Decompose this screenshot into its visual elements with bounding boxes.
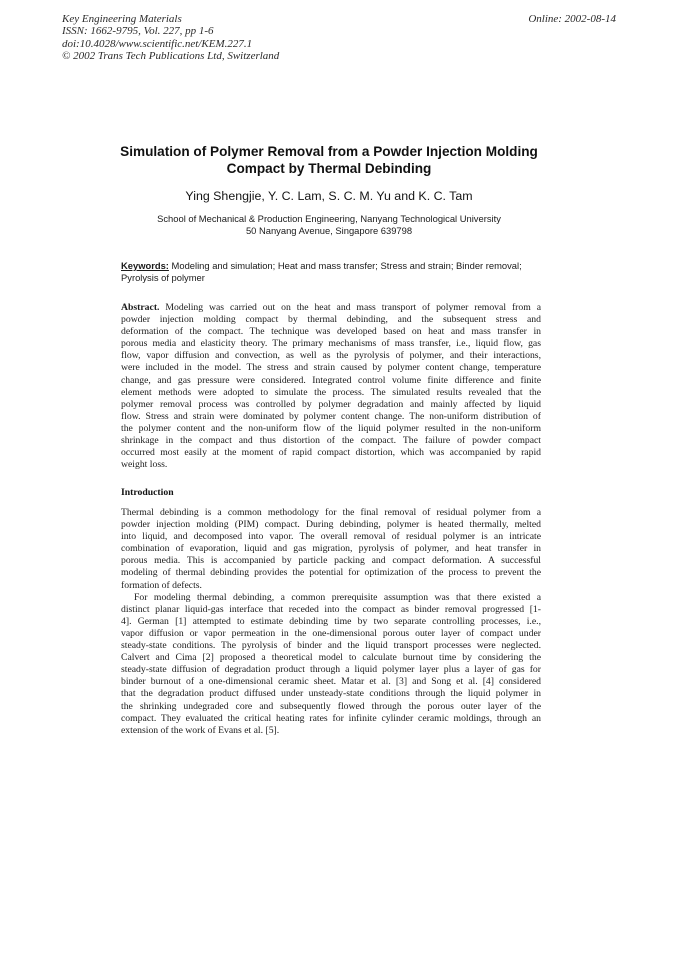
abstract-block	[121, 302, 541, 471]
online-date: Online: 2002-08-14	[528, 13, 616, 25]
intro-line: compact. They evaluated the critical heating rates for infinite cylinder ceramic moldings, through an	[121, 712, 541, 724]
intro-line: powder injection molding (PIM) compact. During debinding, polymer is heated thermally, melted	[121, 519, 541, 531]
intro-line: steady-state diffusion of degradation product through a liquid polymer layer plus a layer of gas for	[121, 664, 541, 676]
doi-line: doi:10.4028/www.scientific.net/KEM.227.1	[62, 37, 253, 50]
keywords-line-2: Pyrolysis of polymer	[121, 271, 205, 283]
intro-line: Calvert and Cima [2] proposed a theoretical model to calculate burnout time by considering the	[121, 652, 541, 664]
intro-line: modeling of thermal debinding provides the potential for optimization of the process to prevent the	[121, 567, 541, 579]
intro-line: the shrinking undegraded core and subsequently flowed through the porous outer layer of the	[121, 700, 541, 712]
abstract-line: deformation of the compact. The technique was developed based on heat and mass transfer in	[121, 326, 541, 338]
intro-line: extension of the work of Evans et al. [5].	[121, 724, 280, 736]
abstract-line: flow. Stress and strain were dominated by polymer content change. The non-uniform distribution of	[121, 410, 541, 422]
title-line-1: Simulation of Polymer Removal from a Powder Injection Molding	[120, 144, 538, 159]
intro-line: vapor diffusion or vapor permeation in the one-dimensional porous outer layer of compact under	[121, 627, 541, 639]
intro-line: distinct planar liquid-gas interface that receded into the compact as binder removal progressed [1-	[121, 603, 541, 615]
affiliation-line-2: 50 Nanyang Avenue, Singapore 639798	[245, 224, 413, 236]
keywords-block	[121, 260, 541, 284]
abstract-line: shrinkage in the compact and thus distortion of the compact. The failure of powder compact	[121, 435, 541, 447]
intro-line: 4]. German [1] attempted to estimate debinding time by two separate controlling processes, i.e.,	[121, 615, 541, 627]
affiliation-line-1: School of Mechanical & Production Engineering, Nanyang Technological University	[157, 213, 501, 224]
abstract-line: Modeling was carried out on the heat and mass transport of polymer removal from a	[159, 302, 541, 313]
abstract-line: the polymer content and the non-uniform flow of the liquid polymer resulted in the non-uniform	[121, 422, 541, 434]
intro-line: binder burnout of a one-dimensional ceramic sheet. Matar et al. [3] and Song et al. [4] considered	[121, 676, 541, 688]
intro-line: formation of defects.	[121, 579, 202, 591]
affiliation	[100, 213, 558, 236]
abstract-line: flow, vapor diffusion and convection, as well as the pyrolysis of polymer, and their interactions,	[121, 350, 541, 362]
author-list: Ying Shengjie, Y. C. Lam, S. C. M. Yu and K. C. Tam	[185, 189, 473, 203]
abstract-line: were included in the model. The stress and strain caused by polymer content change, temperature	[121, 362, 541, 374]
keywords-line-1: Modeling and simulation; Heat and mass transfer; Stress and strain; Binder removal;	[168, 260, 522, 271]
issn-line: ISSN: 1662-9795, Vol. 227, pp 1-6	[62, 25, 214, 38]
introduction-heading: Introduction	[121, 487, 174, 498]
copyright-line: © 2002 Trans Tech Publications Ltd, Switzerland	[62, 50, 280, 63]
abstract-line: occurred most easily at the moment of rapid compact distortion, which was accompanied by rapid	[121, 447, 541, 459]
abstract-line: weight loss.	[121, 459, 168, 471]
keywords-label: Keywords:	[121, 260, 169, 271]
intro-line: that the degradation product diffused under unsteady-state conditions through the liquid polymer in	[121, 688, 541, 700]
intro-line: For modeling thermal debinding, a common prerequisite assumption was that there existed a	[134, 591, 541, 603]
abstract-line: polymer removal process was controlled by polymer degradation and mainly affected by liquid	[121, 398, 541, 410]
abstract-line: change, and gas pressure were considered. Integrated control volume finite difference and finite	[121, 374, 541, 386]
introduction-body	[121, 507, 541, 737]
intro-line: combination of evaporation, liquid and gas migration, pyrolysis of polymer, and heat transfer in	[121, 543, 541, 555]
intro-line: into liquid, and decomposed into vapor. The overall removal of residual polymer is an intricate	[121, 531, 541, 543]
journal-name: Key Engineering Materials	[62, 13, 182, 25]
title-line-2: Compact by Thermal Debinding	[226, 161, 432, 176]
abstract-line: porous media and elasticity theory. The primary mechanisms of mass transfer, i.e., liquid flow, gas	[121, 338, 541, 350]
abstract-label: Abstract.	[121, 302, 160, 313]
intro-line: porous media. This is accompanied by particle packing and compact deformation. A successful	[121, 555, 541, 567]
journal-header	[62, 13, 279, 63]
intro-line: Thermal debinding is a common methodology for the final removal of residual polymer from a	[121, 507, 541, 518]
intro-line: steady-state conditions. The pyrolysis of binder and the liquid transport processes were neglected.	[121, 640, 541, 652]
abstract-line: element methods were adopted to simulate the process. The simulated results revealed that the	[121, 386, 541, 398]
abstract-line: powder injection molding compact by thermal debinding, and the subsequent stress and	[121, 314, 541, 326]
paper-title	[100, 143, 558, 177]
